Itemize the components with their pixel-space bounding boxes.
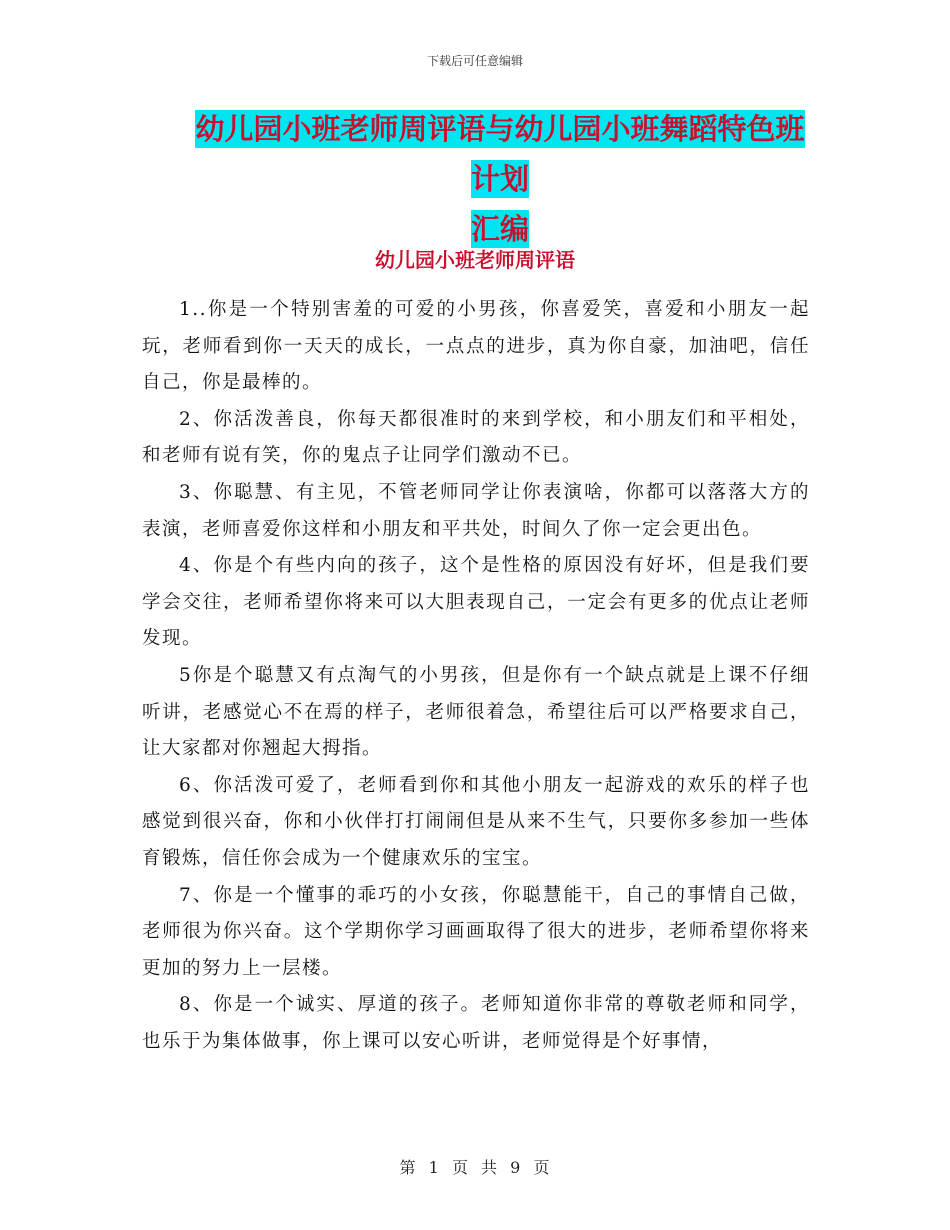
- footer-page-number: 1: [428, 1158, 440, 1177]
- footer-total-pages: 9: [510, 1158, 522, 1177]
- paragraph: 1..你是一个特别害羞的可爱的小男孩，你喜爱笑，喜爱和小朋友一起玩，老师看到你一天天的成长，一点点的进步，真为你自豪，加油吧，信任自己，你是最棒的。: [142, 299, 810, 394]
- page-header-note: 下载后可任意编辑: [426, 54, 523, 68]
- paragraph: 4、你是个有些内向的孩子，这个是性格的原因没有好坏，但是我们要学会交往，老师希望你将来可以大胆表现自己，一定会有更多的优点让老师发现。: [142, 555, 810, 650]
- footer-total-prefix: 共: [481, 1158, 499, 1177]
- paragraph: 5你是个聪慧又有点淘气的小男孩，但是你有一个缺点就是上课不仔细听讲，老感觉心不在焉的样子，老师很着急，希望往后可以严格要求自己，让大家都对你翘起大拇指。: [142, 664, 810, 760]
- section-title: 幼儿园小班老师周评语: [375, 248, 575, 272]
- paragraph: 6、你活泼可爱了，老师看到你和其他小朋友一起游戏的欢乐的样子也感觉到很兴奋，你和小伙伴打打闹闹但是从来不生气，只要你多参加一些体育锻炼，信任你会成为一个健康欢乐的宝宝。: [142, 774, 810, 869]
- document-title-line-1: 幼儿园小班老师周评语与幼儿园小班舞蹈特色班计划: [195, 112, 805, 196]
- paragraph: 8、你是一个诚实、厚道的孩子。老师知道你非常的尊敬老师和同学，也乐于为集体做事，你上课可以安心听讲，老师觉得是个好事情，: [142, 994, 810, 1052]
- body-text: [142, 292, 810, 1060]
- paragraph: 3、你聪慧、有主见，不管老师同学让你表演啥，你都可以落落大方的表演，老师喜爱你这样和小朋友和平共处，时间久了你一定会更出色。: [142, 481, 810, 540]
- footer-total-unit: 页: [533, 1158, 551, 1177]
- footer-page-unit: 页: [451, 1158, 469, 1177]
- paragraph: 7、你是一个懂事的乖巧的小女孩，你聪慧能干，自己的事情自己做，老师很为你兴奋。这个学期你学习画画取得了很大的进步，老师希望你将来更加的努力上一层楼。: [142, 884, 810, 979]
- paragraph: 2、你活泼善良，你每天都很准时的来到学校，和小朋友们和平相处，和老师有说有笑，你的鬼点子让同学们激动不已。: [142, 408, 810, 467]
- document-title-line-2: 汇编: [470, 212, 529, 246]
- footer-prefix: 第: [399, 1158, 417, 1177]
- document-title: [190, 104, 810, 254]
- page-footer: [0, 1155, 950, 1178]
